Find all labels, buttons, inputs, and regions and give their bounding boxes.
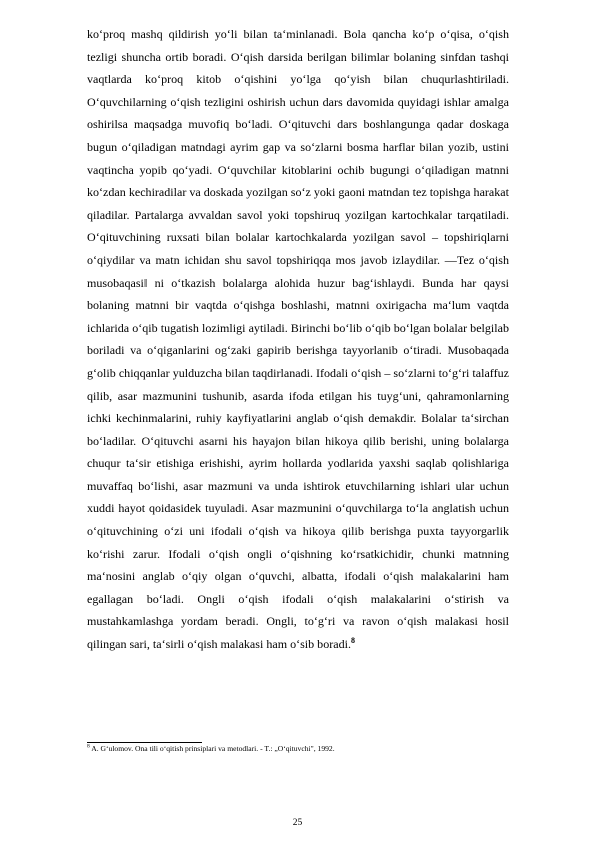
footnote (87, 744, 517, 754)
footnote-divider (87, 742, 202, 743)
footnote-number: 8 (87, 743, 90, 750)
footnote-reference[interactable]: 8 (350, 636, 355, 646)
page-number: 25 (292, 818, 303, 828)
footnote-text: A. G‘ulomov. Ona tili o‘qitish prinsiplari va metodlari. - T.: „O‘qituvchi", 1992. (89, 744, 335, 753)
body-paragraph (87, 23, 509, 656)
body-paragraph-text: ko‘proq mashq qildirish yo‘li bilan ta‘minlanadi. Bola qancha ko‘p o‘qisa, o‘qish tezligi shuncha ortib boradi. O‘qish darsida berilgan bilimlar bolaning sinfdan tashqi vaqtlarda ko‘proq kitob o‘qishini yo‘lga qo‘yish bilan chuqurlashtiriladi. O‘quvchilarning o‘qish tezligini oshirish uchun dars davomida quyidagi ishlar amalga oshirilsa maqsadga muvofiq bo‘ladi. O‘qituvchi dars boshlangunga qadar doskaga bugun o‘qiladigan matndagi ayrim gap va so‘zlarni bosma harflar bilan yozib, ustini vaqtincha yopib qo‘yadi. O‘quvchilar kitoblarini ochib bugungi o‘qiladigan matnni ko‘zdan kechiradilar va doskada yozilgan so‘z yoki gaoni matndan tez topishga harakat qiladilar. Partalarga avvaldan savol yoki topshiruq yozilgan kartochkalar tarqatiladi. O‘qituvchining ruxsati bilan bolalar kartochkalarda yozilgan savol – topshiriqlarni o‘qiydilar va matn ichidan shu savol topshiriqqa mos javob izlaydilar. ―Tez o‘qish musobaqasi‖ ni o‘tkazish bolalarga alohida huzur bag‘ishlaydi. Bunda har qaysi bolaning matnni bir vaqtda o‘qishga boshlashi, matnni oxirigacha ma‘lum vaqtda ichlarida o‘qib tugatish lozimligi aytiladi. Birinchi bo‘lib o‘qib bo‘lgan bolalar belgilab boriladi va o‘qiganlarini og‘zaki gapirib berishga tayyorlanib o‘tiradi. Musobaqada g‘olib chiqqanlar yulduzcha bilan taqdirlanadi. Ifodali o‘qish – so‘zlarni to‘g‘ri talaffuz qilib, asar mazmunini tushunib, asarda ifoda etilgan his tuyg‘uni, qahramonlarning ichki kechinmalarini, ruhiy kayfiyatlarini anglab o‘qish demakdir. Bolalar ta‘sirchan bo‘ladilar. O‘qituvchi asarni his hayajon bilan hikoya qilib berishi, uning bolalarga chuqur ta‘sir etishiga erishishi, ayrim hollarda yodlarida yaxshi saqlab qolishlariga muvaffaq bo‘lishi, asar mazmuni va unda ishtirok etuvchilarning ishlari ular uchun xuddi hayot qoidasidek tuyuladi. Asar mazmunini o‘quvchilarga to‘la anglatish uchun o‘qituvchining o‘zi uni ifodali o‘qish va hikoya qilib berishga puxta tayyorgarlik ko‘rishi zarur. Ifodali o‘qish ongli o‘qishning ko‘rsatkichidir, chunki matnning ma‘nosini anglab o‘qiy olgan o‘quvchi, albatta, ifodali o‘qish malakalarini ham egallagan bo‘ladi. Ongli o‘qish ifodali o‘qish malakalarini o‘stirish va mustahkamlashga yordam beradi. Ongli, to‘g‘ri va ravon o‘qish malakasi hosil qilingan sari, ta‘sirli o‘qish malakasi ham o‘sib boradi. (87, 27, 509, 652)
